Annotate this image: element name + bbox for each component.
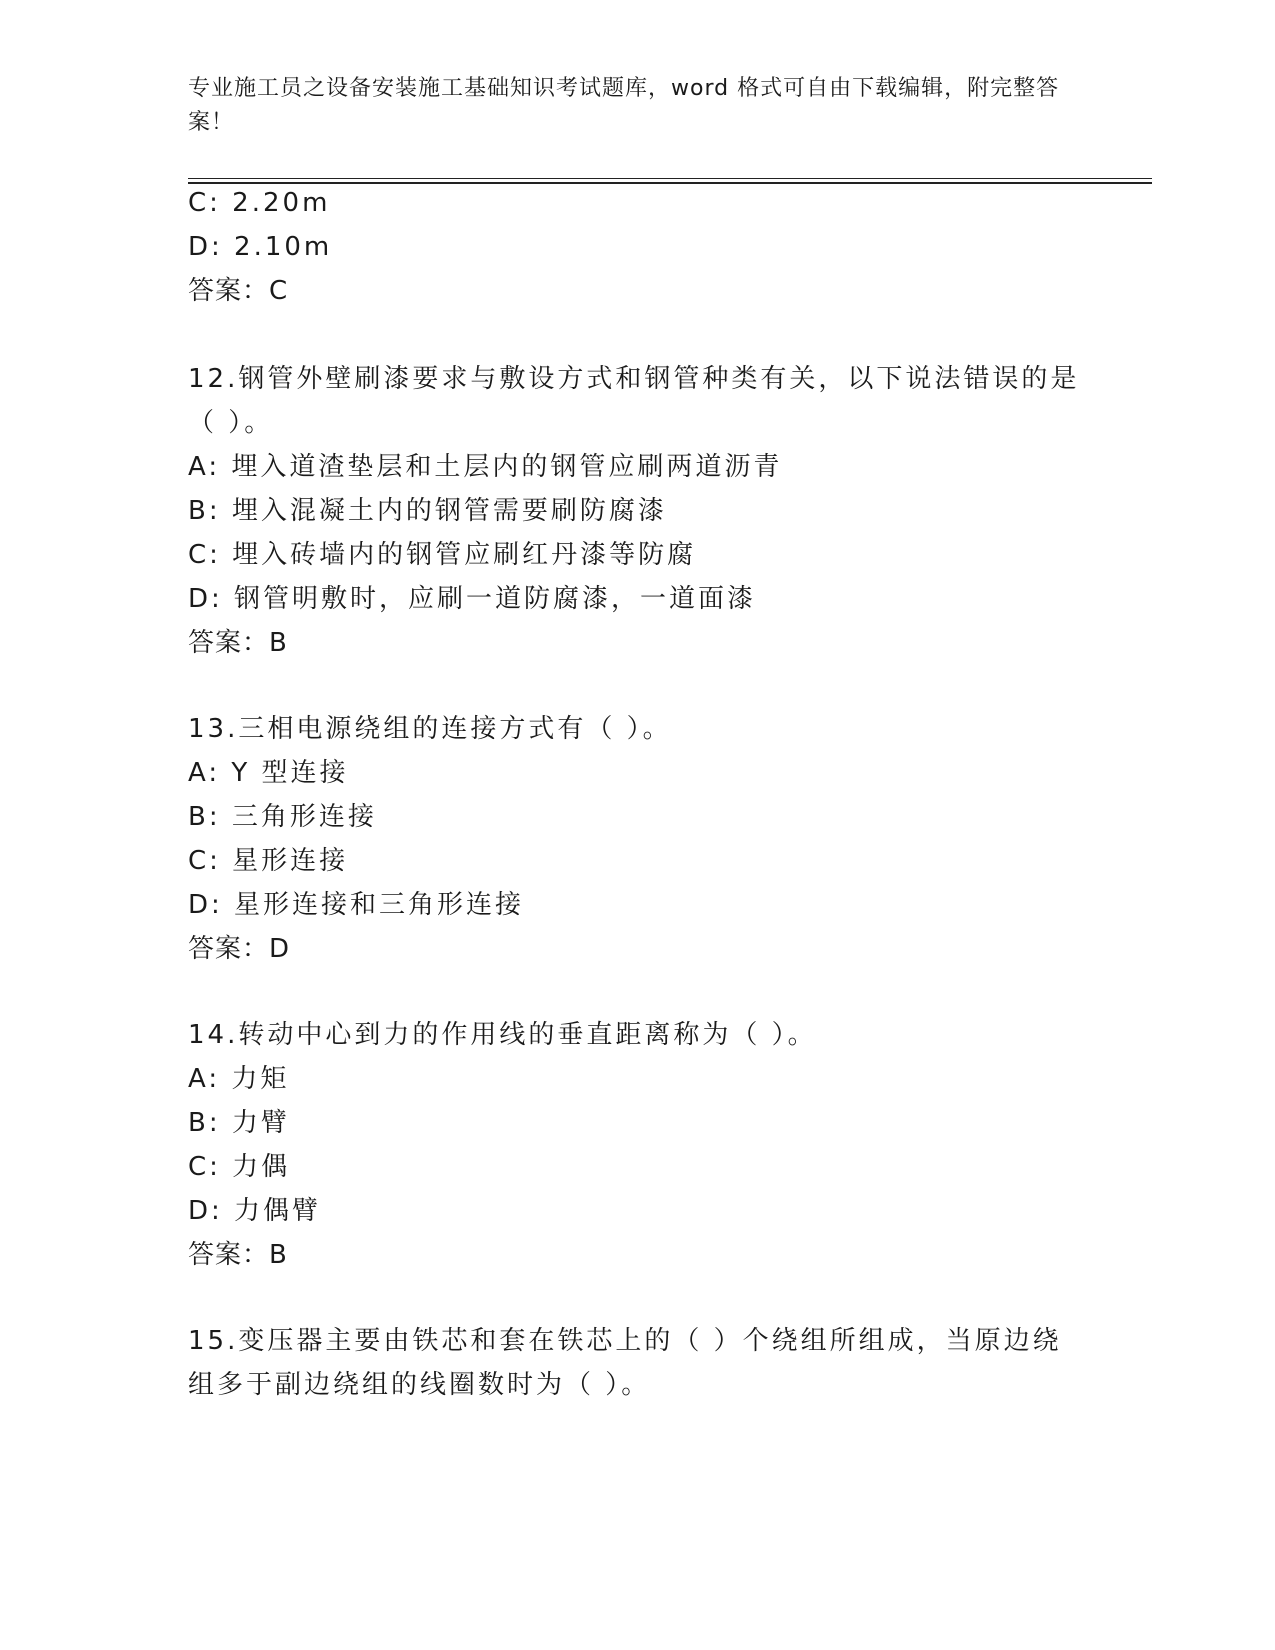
- q11-answer: 答案：C: [188, 276, 289, 306]
- q12-option-a: A: 埋入道渣垫层和土层内的钢管应刷两道沥青: [188, 452, 783, 482]
- q14-option-c: C: 力偶: [188, 1152, 291, 1182]
- q11-option-c: C: 2.20m: [188, 188, 331, 218]
- q12-option-d: D: 钢管明敷时，应刷一道防腐漆，一道面漆: [188, 584, 757, 614]
- q13-option-d: D: 星形连接和三角形连接: [188, 890, 525, 920]
- q14-answer: 答案：B: [188, 1240, 288, 1270]
- q15-stem-line1: 15.变压器主要由铁芯和套在铁芯上的（ ）个绕组所组成，当原边绕: [188, 1326, 1062, 1356]
- q11-option-d: D: 2.10m: [188, 232, 333, 262]
- q12-stem-line2: （ ）。: [188, 408, 274, 438]
- q12-answer: 答案：B: [188, 628, 288, 658]
- q14-option-d: D: 力偶臂: [188, 1196, 322, 1226]
- q14-option-b: B: 力臂: [188, 1108, 290, 1138]
- q13-answer: 答案：D: [188, 934, 291, 964]
- q15-stem-line2: 组多于副边绕组的线圈数时为（ ）。: [188, 1370, 651, 1400]
- q12-stem-line1: 12.钢管外壁刷漆要求与敷设方式和钢管种类有关，以下说法错误的是: [188, 364, 1080, 394]
- q13-option-c: C: 星形连接: [188, 846, 349, 876]
- document-header: 专业施工员之设备安装施工基础知识考试题库，word 格式可自由下载编辑，附完整答案！: [188, 76, 1060, 135]
- q14-option-a: A: 力矩: [188, 1064, 290, 1094]
- header-divider: [188, 178, 1152, 179]
- q12-option-c: C: 埋入砖墙内的钢管应刷红丹漆等防腐: [188, 540, 697, 570]
- q13-option-b: B: 三角形连接: [188, 802, 377, 832]
- q12-option-b: B: 埋入混凝土内的钢管需要刷防腐漆: [188, 496, 667, 526]
- q14-stem: 14.转动中心到力的作用线的垂直距离称为（ ）。: [188, 1020, 817, 1050]
- q13-option-a: A: Y 型连接: [188, 758, 349, 788]
- header-divider-thick: [188, 182, 1152, 184]
- q13-stem: 13.三相电源绕组的连接方式有（ ）。: [188, 714, 672, 744]
